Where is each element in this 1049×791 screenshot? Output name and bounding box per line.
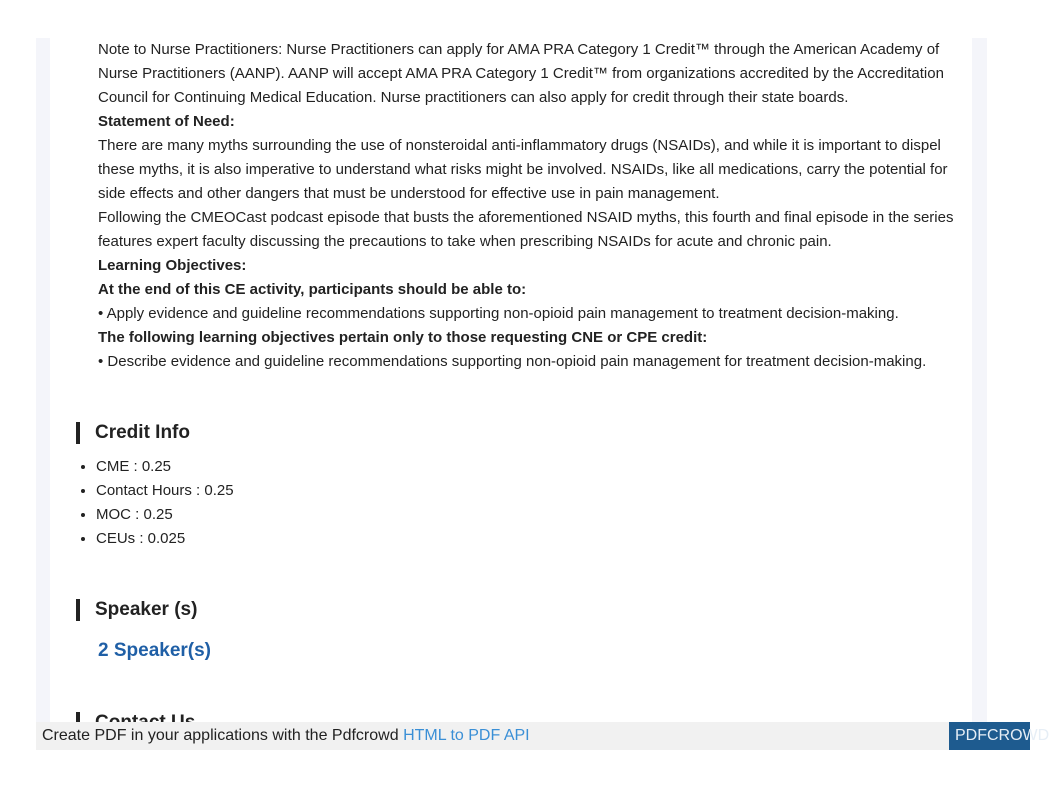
pdfcrowd-footer <box>36 722 1049 750</box>
credit-item-contact-hours: • Contact Hours : 0.25 <box>96 479 234 503</box>
speakers-link[interactable]: 2 Speaker(s) <box>98 640 212 661</box>
speakers-title: Speaker (s) <box>76 599 197 621</box>
objectives-subheading: At the end of this CE activity, participants should be able to: <box>98 281 527 298</box>
statement-paragraph-1: There are many myths surrounding the use of nonsteroidal anti-inflammatory drugs (NSAIDs), and while it is important to dispel these myths, it is also imperative to understand what risks might be involved. NSAIDs, like all medications, carry the potential for side effects and other dangers that must be understood for effective use in pain management. <box>98 137 948 202</box>
objectives-heading: Learning Objectives: <box>98 257 247 274</box>
footer-caption: Create PDF in your applications with the Pdfcrowd <box>42 727 404 744</box>
statement-paragraph-2: Following the CMEOCast podcast episode that busts the aforementioned NSAID myths, this fourth and final episode in the series features expert faculty discussing the precautions to take when prescribing NSAIDs for acute and chronic pain. <box>98 209 954 250</box>
credit-info-title: Credit Info <box>76 422 190 444</box>
cne-heading: The following learning objectives pertain only to those requesting CNE or CPE credit: <box>98 329 708 346</box>
credit-item-ceus: • CEUs : 0.025 <box>96 527 234 551</box>
footer-text <box>42 722 530 750</box>
np-note: Note to Nurse Practitioners: Nurse Practitioners can apply for AMA PRA Category 1 Credit™ through the American Academy of Nurse Practitioners (AANP). AANP will accept AMA PRA Category 1 Credit™ from organizations accredited by the Accreditation Council for Continuing Medical Education. Nurse practitioners can also apply for credit through their state boards. <box>98 41 944 106</box>
credit-info-list <box>96 455 234 551</box>
statement-heading: Statement of Need: <box>98 113 235 130</box>
objective-item: • Apply evidence and guideline recommendations supporting non-opioid pain management to treatment decision-making. <box>98 305 899 322</box>
pdfcrowd-brand[interactable]: PDFCROWD <box>949 722 1030 750</box>
credit-item-cme: • CME : 0.25 <box>96 455 234 479</box>
credit-item-moc: • MOC : 0.25 <box>96 503 234 527</box>
document-content <box>50 38 972 738</box>
footer-api-link[interactable]: HTML to PDF API <box>403 727 530 744</box>
cne-objective-item: • Describe evidence and guideline recommendations supporting non-opioid pain management for treatment decision-making. <box>98 353 927 370</box>
